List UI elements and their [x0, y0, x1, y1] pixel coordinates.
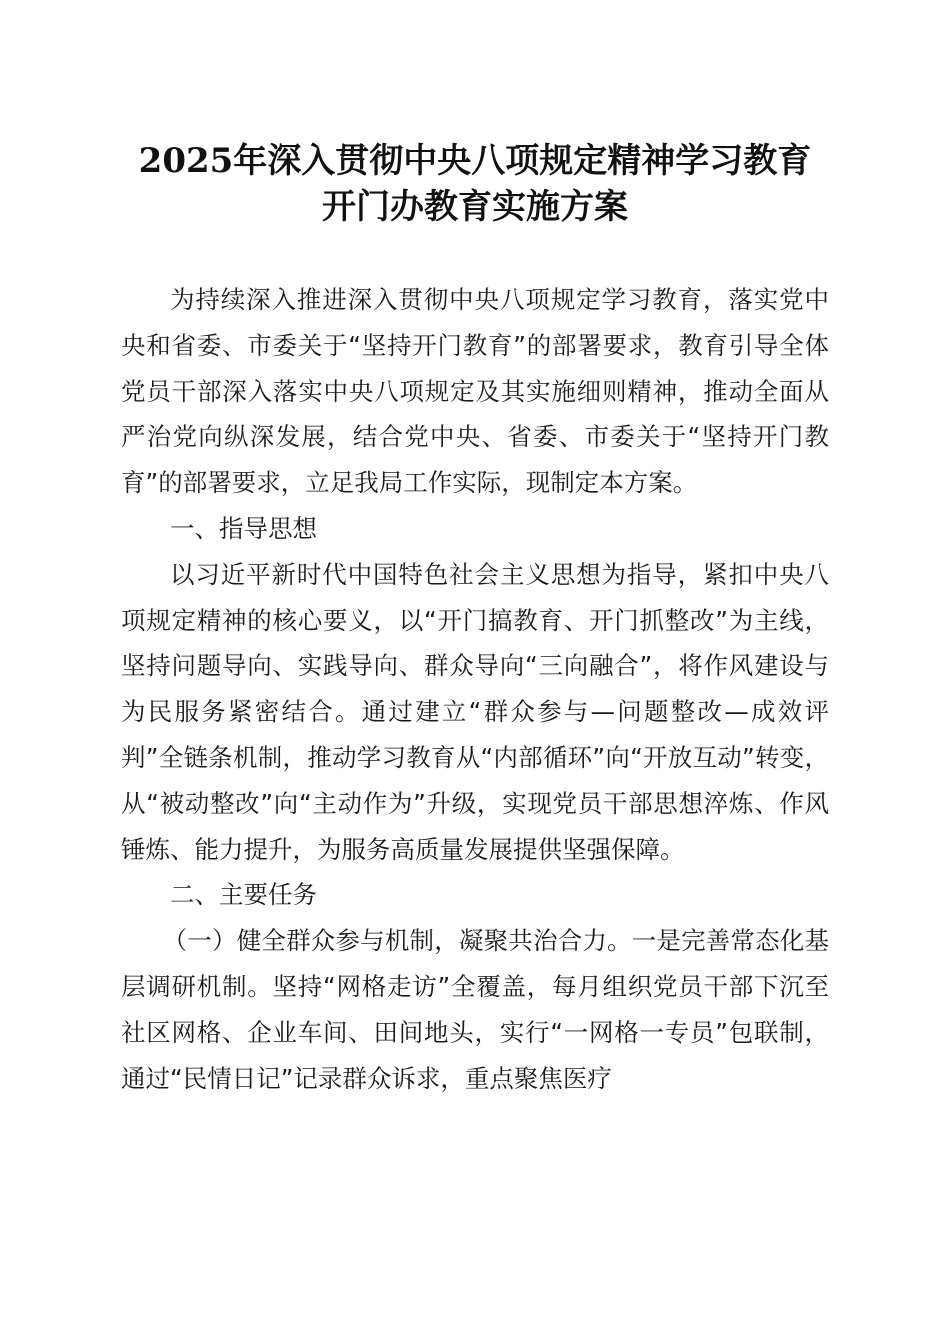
- document-title-line-2: 开门办教育实施方案: [322, 187, 628, 227]
- document-title-line-1: 2025年深入贯彻中央八项规定精神学习教育: [138, 141, 812, 181]
- main-tasks-paragraph: （一）健全群众参与机制，凝聚共治合力。一是完善常态化基层调研机制。坚持“网格走访”全覆盖，每月组织党员干部下沉至社区网格、企业车间、田间地头，实行“一网格一专员”包联制，通过“民情日记”记录群众诉求，重点聚焦医疗: [121, 926, 829, 1093]
- guiding-ideology-paragraph: 以习近平新时代中国特色社会主义思想为指导，紧扣中央八项规定精神的核心要义，以“开门搞教育、开门抓整改”为主线，坚持问题导向、实践导向、群众导向“三向融合”，将作风建设与为民服务紧密结合。通过建立“群众参与—问题整改—成效评判”全链条机制，推动学习教育从“内部循环”向“开放互动”转变，从“被动整改”向“主动作为”升级，实现党员干部思想淬炼、作风锤炼、能力提升，为服务高质量发展提供坚强保障。: [121, 559, 829, 864]
- intro-paragraph: 为持续深入推进深入贯彻中央八项规定学习教育，落实党中央和省委、市委关于“坚持开门教育”的部署要求，教育引导全体党员干部深入落实中央八项规定及其实施细则精神，推动全面从严治党向纵深发展，结合党中央、省委、市委关于“坚持开门教育”的部署要求，立足我局工作实际，现制定本方案。: [121, 285, 829, 498]
- document-body: [121, 277, 829, 1101]
- section-heading-guiding-ideology: 一、指导思想: [170, 513, 317, 543]
- section-heading-main-tasks: 二、主要任务: [170, 880, 317, 910]
